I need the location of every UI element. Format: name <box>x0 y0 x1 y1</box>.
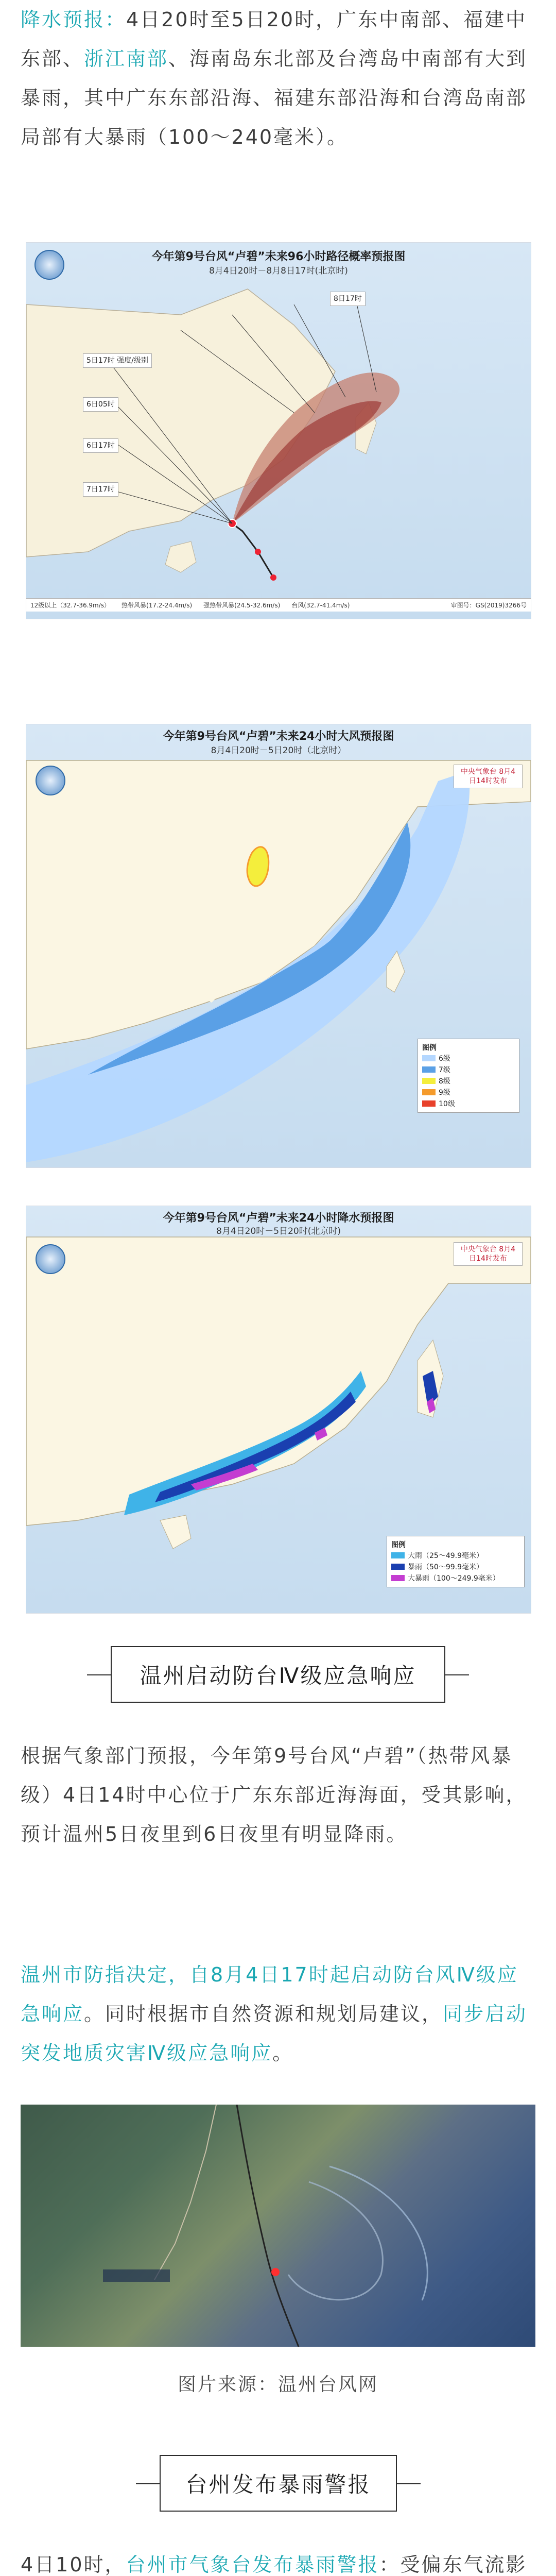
map2-legend: 图例 6级 7级 8级 9级 10级 <box>418 1039 519 1113</box>
map1-title: 今年第9号台风“卢碧”未来96小时路径概率预报图 <box>151 250 406 263</box>
photo1-caption: 图片来源：温州台风网 <box>177 2374 378 2395</box>
rain-forecast-paragraph: 降水预报：4日20时至5日20时，广东中南部、福建中东部、浙江南部、海南岛东北部及台湾岛中南部有大到暴雨，其中广东东部沿海、福建东部沿海和台湾岛南部局部有大暴雨（100～240毫米）。 <box>21 8 528 148</box>
wenzhou-response-paragraph: 温州市防指决定，自8月4日17时起启动防台风Ⅳ级应急响应。同时根据市自然资源和规划局建议，同步启动突发地质灾害Ⅳ级应急响应。 <box>21 1963 528 2064</box>
section-banner-wenzhou: 温州启动防台Ⅳ级应急响应 <box>111 1646 445 1703</box>
cma-logo-icon <box>36 1244 65 1274</box>
track-probability-map <box>26 242 531 619</box>
taizhou-warning-paragraph: 4日10时，台州市气象台发布暴雨警报：受偏东气流影 <box>21 2553 527 2576</box>
wenzhou-forecast-paragraph: 根据气象部门预报，今年第9号台风“卢碧”（热带风暴级）4日14时中心位于广东东部近海海面，受其影响，预计温州5日夜里到6日夜里有明显降雨。 <box>21 1744 527 1845</box>
map2-subtitle: 8月4日20时－5日20时（北京时） <box>211 745 346 756</box>
wind-forecast-map <box>26 724 531 1168</box>
rain-forecast-map <box>26 1206 531 1614</box>
map1-label-3: 6日17时 <box>83 438 118 453</box>
map2-title: 今年第9号台风“卢碧”未来24小时大风预报图 <box>163 730 394 743</box>
map2-issue-stamp: 中央气象台 8月4日14时发布 <box>454 765 523 788</box>
section-banner-taizhou: 台州发布暴雨警报 <box>160 2455 397 2512</box>
map3-legend: 图例 大雨（25～49.9毫米） 暴雨（50～99.9毫米） 大暴雨（100～249.9毫米） <box>387 1536 525 1587</box>
map1-source: 审图号：GS(2019)3266号 <box>450 602 527 609</box>
map3-title: 今年第9号台风“卢碧”未来24小时降水预报图 <box>163 1212 394 1225</box>
cma-logo-icon <box>34 250 64 280</box>
map1-label-2: 6日05时 <box>83 397 118 412</box>
cma-logo-icon <box>36 766 65 795</box>
track-map-drawing <box>26 243 531 619</box>
typhoon-wind-image <box>21 2105 535 2347</box>
map1-label-1: 5日17时 强度/级别 <box>83 353 152 368</box>
rain-forecast-lead: 降水预报： <box>21 8 127 31</box>
map1-label-5: 8日17时 <box>330 292 366 306</box>
map1-subtitle: 8月4日20时－8月8日17时(北京时) <box>209 266 348 276</box>
map1-legend: 12级以上（32.7-36.9m/s） 热带风暴(17.2-24.4m/s) 强热带风暴(24.5-32.6m/s) 台风(32.7-41.4m/s) 审图号：GS(2019)3266号 <box>26 598 531 612</box>
map1-label-4: 7日17时 <box>83 482 118 497</box>
map3-subtitle: 8月4日20时－5日20时(北京时) <box>216 1226 341 1236</box>
map3-issue-stamp: 中央气象台 8月4日14时发布 <box>454 1242 523 1266</box>
